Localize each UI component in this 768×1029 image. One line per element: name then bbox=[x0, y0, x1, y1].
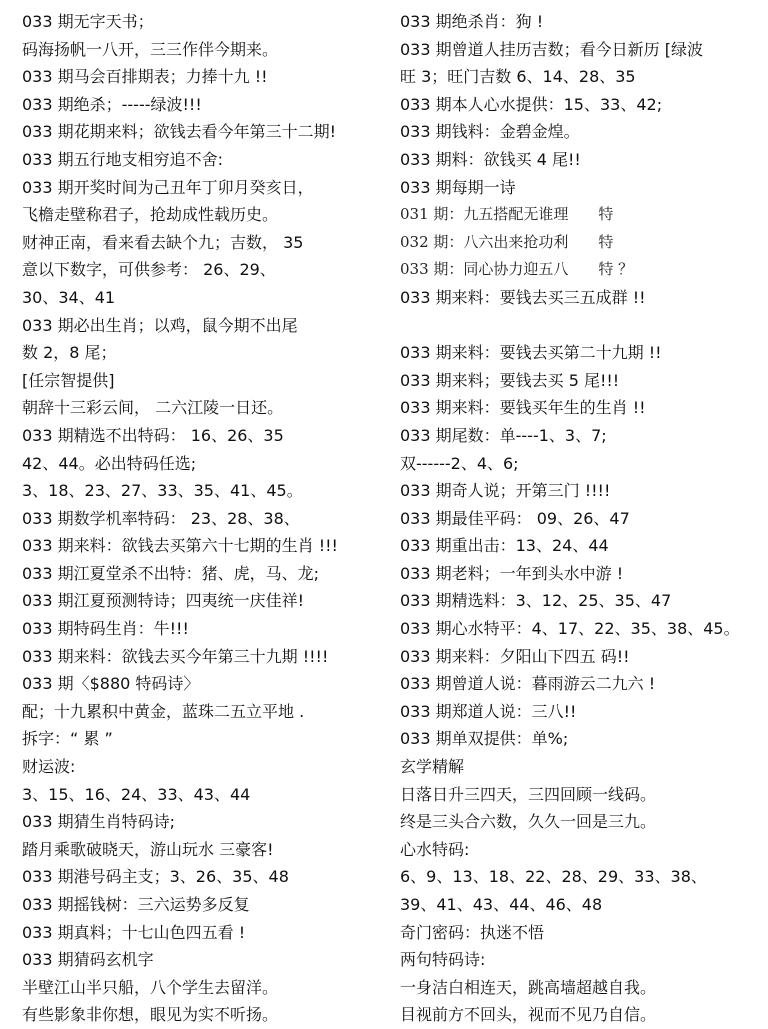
right-text-line: 日落日升三四天，三四回顾一线码。 bbox=[400, 784, 657, 804]
right-text-line: 6、9、13、18、22、28、29、33、38、 bbox=[400, 867, 707, 887]
left-text-line: 033 期精选不出特码： 16、26、35 bbox=[22, 425, 284, 445]
left-text-line: [任宗智提供] bbox=[22, 370, 115, 390]
left-text-line: 意以下数字，可供参考： 26、29、 bbox=[22, 260, 276, 280]
right-text-line: 两句特码诗: bbox=[400, 950, 486, 970]
left-text-line: 朝辞十三彩云间， 二六江陵一日还。 bbox=[22, 398, 284, 418]
right-text-line: 033 期来料：夕阳山下四五 码!! bbox=[400, 646, 630, 666]
left-text-line: 033 期真料；十七山色四五看 ! bbox=[22, 922, 246, 942]
left-text-line: 033 期数学机率特码： 23、28、38、 bbox=[22, 508, 300, 528]
left-text-line: 3、15、16、24、33、43、44 bbox=[22, 784, 251, 804]
right-text-line: 033 期精选料：3、12、25、35、47 bbox=[400, 591, 672, 611]
right-text-line: 奇门密码：执迷不悟 bbox=[400, 922, 545, 942]
left-text-line: 拆字：“ 累 ” bbox=[22, 729, 113, 749]
left-text-line: 033 期江夏预测特诗；四夷统一庆佳祥! bbox=[22, 591, 305, 611]
left-text-line: 033 期〈$880 特码诗〉 bbox=[22, 674, 200, 694]
right-text-line: 39、41、43、44、46、48 bbox=[400, 895, 603, 914]
right-text-line: 一身洁白相连天，跳高墙超越自我。 bbox=[400, 977, 657, 997]
left-text-line: 033 期五行地支相穷追不舍: bbox=[22, 149, 224, 169]
left-text-line: 033 期必出生肖；以鸡，鼠今期不出尾 bbox=[22, 315, 298, 335]
right-text-line: 033 期来料；要钱去买 5 尾!!! bbox=[400, 370, 620, 390]
left-text-line: 033 期猜生肖特码诗; bbox=[22, 812, 176, 832]
left-text-line: 033 期绝杀；-----绿波!!! bbox=[22, 94, 202, 114]
right-text-line: 目视前方不回头，视而不见乃自信。 bbox=[400, 1005, 657, 1025]
right-text-line: 终是三头合六数，久久一回是三九。 bbox=[400, 812, 657, 832]
right-text-line: 033 期本人心水提供：15、33、42; bbox=[400, 94, 663, 114]
left-text-line: 3、18、23、27、33、35、41、45。 bbox=[22, 481, 303, 501]
right-text-line: 033 期单双提供：单%; bbox=[400, 729, 569, 749]
right-text-line: 033 期最佳平码： 09、26、47 bbox=[400, 508, 630, 528]
left-text-line: 财神正南，看来看去缺个九；吉数， 35 bbox=[22, 232, 304, 252]
right-text-line: 旺 3；旺门吉数 6、14、28、35 bbox=[400, 67, 636, 87]
right-text-line: 双------2、4、6; bbox=[400, 453, 519, 473]
right-text-line: 033 期来料：要钱去买三五成群 !! bbox=[400, 287, 646, 307]
left-text-line: 踏月乘歌破晓天，游山玩水 三豪客! bbox=[22, 839, 274, 859]
left-text-line: 飞檐走壁称君子，抢劫成性载历史。 bbox=[22, 205, 279, 225]
left-text-line: 配；十九累积中黄金，蓝珠二五立平地 . bbox=[22, 701, 305, 721]
left-text-line: 42、44。必出特码任选; bbox=[22, 453, 197, 473]
right-text-line: 033 期曾道人挂历吉数；看今日新历 [绿波 bbox=[400, 39, 703, 59]
right-text-line: 033 期：同心协力迎五八 特 ？ bbox=[400, 260, 634, 279]
left-text-line: 033 期猜码玄机字 bbox=[22, 950, 154, 970]
right-text-line: 033 期每期一诗 bbox=[400, 177, 516, 197]
right-text-line: 033 期来料：要钱去买第二十九期 !! bbox=[400, 343, 662, 363]
right-text-line: 033 期料：欲钱买 4 尾!! bbox=[400, 149, 581, 169]
right-text-line: 033 期老料；一年到头水中游 ! bbox=[400, 563, 624, 583]
right-text-line: 033 期曾道人说：暮雨游云二九六 ! bbox=[400, 674, 656, 694]
left-text-line: 033 期特码生肖：牛!!! bbox=[22, 619, 189, 639]
right-text-line: 031 期：九五搭配无谁理 特 bbox=[400, 205, 614, 224]
right-column bbox=[400, 8, 762, 1029]
right-text-line: 033 期绝杀肖：狗 ! bbox=[400, 12, 544, 31]
left-text-line: 033 期无字天书； bbox=[22, 12, 154, 31]
left-text-line: 033 期来料：欲钱去买今年第三十九期 !!!! bbox=[22, 646, 329, 666]
left-text-line: 033 期江夏堂杀不出特：猪、虎，马、龙; bbox=[22, 563, 320, 583]
right-text-line: 033 期尾数：单----1、3、7; bbox=[400, 425, 607, 445]
left-text-line: 033 期来料：欲钱去买第六十七期的生肖 !!! bbox=[22, 536, 338, 556]
left-text-line: 033 期花期来料；欲钱去看今年第三十二期! bbox=[22, 122, 337, 142]
right-text-line: 玄学精解 bbox=[400, 757, 465, 777]
right-text-line: 033 期奇人说；开第三门 !!!! bbox=[400, 481, 611, 501]
left-text-line: 033 期马会百排期表；力捧十九 !! bbox=[22, 67, 268, 87]
left-text-line: 数 2，8 尾； bbox=[22, 343, 117, 363]
left-column bbox=[22, 8, 384, 1029]
right-text-line: 033 期来料：要钱买年生的生肖 !! bbox=[400, 398, 646, 418]
right-text-line bbox=[400, 312, 762, 340]
left-text-line: 033 期开奖时间为己丑年丁卯月癸亥日， bbox=[22, 177, 314, 197]
left-text-line: 码海扬帆一八开，三三作伴今期来。 bbox=[22, 39, 279, 59]
right-text-line: 033 期重出击：13、24、44 bbox=[400, 536, 609, 556]
right-text-line: 心水特码: bbox=[400, 839, 470, 859]
right-text-line: 032 期：八六出来抢功利 特 bbox=[400, 232, 614, 251]
left-text-line: 033 期摇钱树：三六运势多反复 bbox=[22, 895, 250, 914]
right-text-line: 033 期心水特平：4、17、22、35、38、45。 bbox=[400, 619, 740, 639]
right-text-line: 033 期钱料：金碧金煌。 bbox=[400, 122, 580, 142]
left-text-line: 033 期港号码主支；3、26、35、48 bbox=[22, 867, 289, 887]
left-text-line: 有些影象非你想，眼见为实不听扬。 bbox=[22, 1005, 279, 1025]
left-text-line: 30、34、41 bbox=[22, 287, 116, 307]
right-text-line: 033 期郑道人说：三八!! bbox=[400, 701, 577, 721]
left-text-line: 半壁江山半只船，八个学生去留洋。 bbox=[22, 977, 279, 997]
left-text-line: 财运波: bbox=[22, 757, 76, 777]
